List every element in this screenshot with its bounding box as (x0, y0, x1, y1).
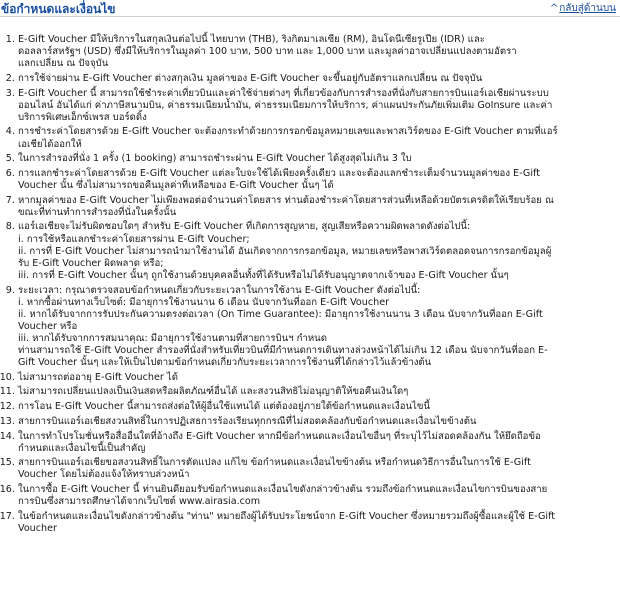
term-line: ขณะที่ท่านทำการสำรองที่นั่งในครั้งนั้น (18, 206, 177, 218)
term-item (18, 195, 608, 219)
term-line: 7. หากมูลค่าของ E-Gift Voucher ไม่เพียงพอต่อจำนวนค่าโดยสาร ท่านต้องชำระค่าโดยสารส่วนที่เหลือด้วยบัตรเครดิตให้เรียบร้อย ณ (18, 194, 554, 206)
terms-list (0, 34, 608, 538)
term-item (18, 88, 608, 124)
term-item (18, 484, 608, 508)
term-line: 4. การชำระค่าโดยสารด้วย E-Gift Voucher จะต้องกระทำด้วยการกรอกข้อมูลหมายเลขและพาสเวิร์ดของ E-Gift Voucher ตามที่แอร์ (18, 126, 558, 138)
term-line: ออนไลน์ อันได้แก่ ค่าภาษีสนามบิน, ค่าธรรมเนียมน้ำมัน, ค่าธรรมเนียมการให้บริการ, ค่าแผนประกันภัยเพิ่มเติม GoInsure และค่า (18, 99, 553, 111)
term-line: 6. การแลกชำระค่าโดยสารด้วย E-Gift Voucher แต่ละใบจะใช้ได้เพียงครั้งเดียว และจะต้องแลกชำระเต็มจำนวนมูลค่าของ E-Gift (18, 167, 541, 179)
term-line: แลกเปลี่ยน ณ ปัจจุบัน (18, 58, 109, 70)
term-line: 13. สายการบินแอร์เอเชียสงวนสิทธิ์ในการปฏิเสธการร้องเรียนทุกกรณีที่ไม่สอดคล้องกับข้อกำหนดและเงื่อนไขข้างต้น (18, 415, 477, 427)
term-line: Gift Voucher นั้นๆ และให้เป็นไปตามข้อกำหนดเกี่ยวกับระยะเวลาการใช้งานที่ได้กล่าวไว้แล้วข้างต้น (18, 357, 432, 369)
term-subitem: i. หากซื้อผ่านทางเว็บไซต์: มีอายุการใช้งานนาน 6 เดือน นับจากวันที่ออก E-Gift Voucher (18, 296, 390, 308)
term-line: 5. ในการสำรองที่นั่ง 1 ครั้ง (1 booking) สามารถชำระผ่าน E-Gift Voucher ได้สูงสุดไม่เกิน 3 ใบ (18, 153, 412, 165)
term-line: Voucher นั้น ซึ่งไม่สามารถขอคืนมูลค่าที่เหลือของ E-Gift Voucher นั้นๆ ได้ (18, 180, 334, 191)
term-item (18, 126, 608, 150)
term-subitem: i. การใช้หรือแลกชำระค่าโดยสารผ่าน E-Gift Voucher; (18, 233, 250, 245)
term-line: 11. ไม่สามารถเปลี่ยนแปลงเป็นเงินสดหรือผลิตภัณฑ์อื่นได้ และสงวนสิทธิไม่อนุญาติให้ขอคืนเงินใดๆ (18, 386, 409, 398)
term-line: 14. ในการทำโปรโมชั่นหรือสื่ออื่นใดที่อ้างถึง E-Gift Voucher หากมีข้อกำหนดและเงื่อนไขอื่นๆ ที่ระบุไว้ไม่สอดคล้องกัน ให้ยึดถือข้อ (18, 430, 541, 442)
caret-up-icon: ^ (549, 3, 559, 14)
term-item (18, 511, 608, 535)
term-item (18, 416, 608, 428)
section-header (0, 0, 620, 17)
term-item (18, 386, 608, 398)
term-line: 12. การโอน E-Gift Voucher นี้สามารถส่งต่อให้ผู้อื่นใช้แทนได้ แต่ต้องอยู่ภายใต้ข้อกำหนดและเงื่อนไขนี้ (18, 401, 430, 413)
term-subitem: iii. หากได้รับจากการสมนาคุณ: มีอายุการใช้งานตามที่สายการบินฯ กำหนด (18, 332, 327, 344)
term-subitem: iii. การที่ E-Gift Voucher นั้นๆ ถูกใช้งานด้วยบุคคลอื่นทั้งที่ได้รับหรือไม่ได้รับอนุญาตจากเจ้าของ E-Gift Voucher นั้นๆ (18, 269, 509, 281)
term-line: การบินซึ่งสามารถศึกษาได้จากเว็บไซต์ www.airasia.com (18, 496, 261, 508)
term-item (18, 73, 608, 85)
page-title: ข้อกำหนดและเงื่อนไข (1, 2, 116, 16)
term-item (18, 372, 608, 384)
term-line: 10. ไม่สามารถต่ออายุ E-Gift Voucher ได้ (18, 371, 178, 383)
term-line: Voucher โดยไม่ต้องแจ้งให้ทราบล่วงหน้า (18, 469, 190, 481)
term-line: 8. แอร์เอเชียจะไม่รับผิดชอบใดๆ สำหรับ E-Gift Voucher ที่เกิดการสูญหาย, สูญเสียหรือความผิดพลาดดังต่อไปนี้: (18, 221, 471, 233)
term-item (18, 401, 608, 413)
term-item (18, 221, 608, 281)
back-to-top-label: กลับสู่ด้านบน (559, 3, 616, 14)
term-line: ดอลลาร์สหรัฐฯ (USD) ซึ่งมีให้บริการในมูลค่า 100 บาท, 500 บาท และ 1,000 บาท และมูลค่าอาจเปลี่ยนแปลงตามอัตรา (18, 46, 517, 58)
term-line: 9. ระยะเวลา: กรุณาตรวจสอบข้อกำหนดเกี่ยวกับระยะเวลาในการใช้งาน E-Gift Voucher ดังต่อไปนี้: (18, 284, 421, 296)
term-line: 15. สายการบินแอร์เอเชียขอสงวนสิทธิ์ในการตัดแปลง แก้ไข ข้อกำหนดและเงื่อนไขข้างต้น หรือกำหนดวิธีการอื่นในการใช้ E-Gift (18, 457, 531, 469)
term-line: 2. การใช้จ่ายผ่าน E-Gift Voucher ต่างสกุลเงิน มูลค่าของ E-Gift Voucher จะขึ้นอยู่กับอัตราแลกเปลี่ยน ณ ปัจจุบัน (18, 72, 483, 84)
term-line: บริการพิเศษเอ็กซ์เพรส บอร์ดดิ้ง (18, 111, 147, 123)
term-subitem: ii. การที่ E-Gift Voucher ไม่สามารถนำมาใช้งานได้ อันเกิดจากการกรอกข้อมูล, หมายเลขหรือพาสเวิร์ดตลอดจนการกรอกข้อมูลผู้ (18, 245, 552, 257)
term-line: Voucher หรือ (18, 320, 78, 332)
term-item (18, 285, 608, 370)
term-line: กำหนดและเงื่อนไขนี้เป็นสำคัญ (18, 442, 146, 454)
back-to-top-link[interactable] (550, 1, 616, 16)
term-line: 16. ในการซื้อ E-Gift Voucher นี้ ท่านยินดียอมรับข้อกำหนดและเงื่อนไขดังกล่าวข้างต้น รวมถึงข้อกำหนดและเงื่อนไขการบินของสาย (18, 484, 548, 496)
term-line: 1. E-Gift Voucher มีให้บริการในสกุลเงินต่อไปนี้ ไทยบาท (THB), ริงกิตมาเลเซีย (RM), อินโดนีเซียรูเปีย (IDR) และ (18, 34, 485, 45)
term-item (18, 431, 608, 455)
term-line: Voucher (18, 522, 57, 534)
term-item (18, 168, 608, 192)
term-item (18, 153, 608, 165)
term-line: ท่านสามารถใช้ E-Gift Voucher สำรองที่นั่งสำหรับเที่ยวบินที่มีกำหนดการเดินทางล่วงหน้าได้ไม่เกิน 12 เดือน นับจากวันที่ออก E- (18, 345, 548, 356)
term-subitem: ii. หากได้รับจากการรับประกันความตรงต่อเวลา (On Time Guarantee): มีอายุการใช้งานนาน 3 เดือน นับจากวันที่ออก E-Gift (18, 308, 543, 320)
term-line: เอเชียได้ออกให้ (18, 138, 82, 150)
term-item (18, 34, 608, 70)
term-line: 3. E-Gift Voucher นี้ สามารถใช้ชำระค่าเที่ยวบินและค่าใช้จ่ายต่างๆ ที่เกี่ยวข้องกับการสำรองที่นั่งกับสายการบินแอร์เอเชียผ่านระบบ (18, 87, 549, 99)
term-line: 17. ในข้อกำหนดและเงื่อนไขดังกล่าวข้างต้น "ท่าน" หมายถึงผู้ได้รับประโยชน์จาก E-Gift Voucher ซึ่งหมายรวมถึงผู้ซื้อและผู้ใช้ E-Gift (18, 510, 556, 522)
term-item (18, 457, 608, 481)
term-line: รับ E-Gift Voucher ผิดพลาด หรือ; (18, 257, 164, 269)
